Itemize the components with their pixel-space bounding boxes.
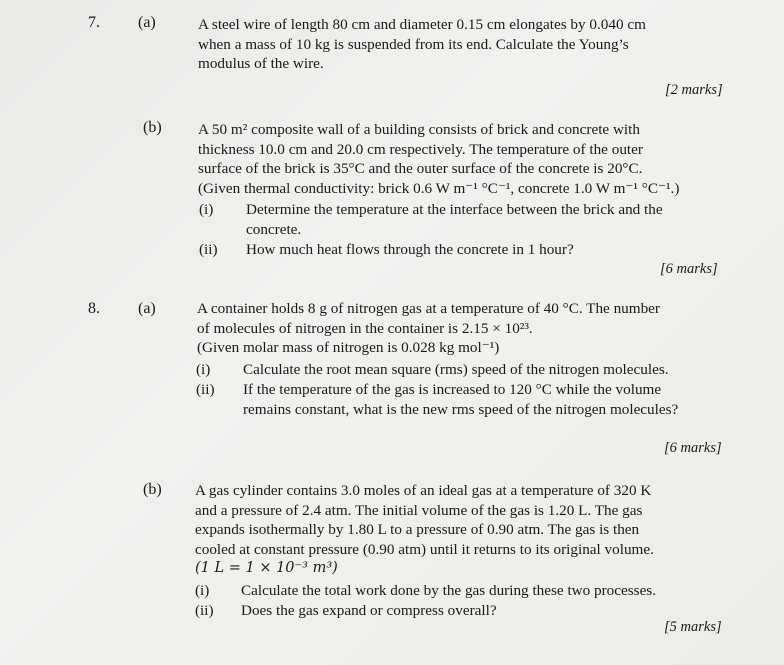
question-8a-line-1: A container holds 8 g of nitrogen gas at a temperature of 40 °C. The number <box>197 300 660 317</box>
question-7b-i-text <box>246 200 663 239</box>
question-8a-line-2: of molecules of nitrogen in the container is 2.15 × 10²³. <box>197 319 533 337</box>
question-7a-text <box>198 15 646 74</box>
question-8a-line-3: (Given molar mass of nitrogen is 0.028 kg mol⁻¹) <box>197 339 500 357</box>
question-7a-marks: [2 marks] <box>665 82 723 98</box>
question-7-number: 7. <box>88 14 100 31</box>
question-7b-line-3: surface of the brick is 35°C and the outer surface of the concrete is 20°C. <box>198 160 643 178</box>
question-7b-i-label: (i) <box>199 201 214 218</box>
question-8b-line-1: A gas cylinder contains 3.0 moles of an ideal gas at a temperature of 320 K <box>195 482 652 499</box>
question-7b-line-2: thickness 10.0 cm and 20.0 cm respectively. The temperature of the outer <box>198 140 643 158</box>
question-8b-text <box>195 481 654 579</box>
question-8a-ii-text <box>243 380 678 419</box>
question-8b-marks: [5 marks] <box>664 619 722 635</box>
question-8a-ii-line-2: remains constant, what is the new rms speed of the nitrogen molecules? <box>243 400 679 418</box>
question-7a-line-1: A steel wire of length 80 cm and diameter 0.15 cm elongates by 0.040 cm <box>198 16 646 33</box>
question-7b-line-4: (Given thermal conductivity: brick 0.6 W m⁻¹ °C⁻¹, concrete 1.0 W m⁻¹ °C⁻¹.) <box>198 179 680 197</box>
question-8a-ii-line-1: If the temperature of the gas is increased to 120 °C while the volume <box>243 381 662 398</box>
question-8a-i-label: (i) <box>196 361 211 378</box>
question-8a-text <box>197 299 660 358</box>
question-7b-line-1: A 50 m² composite wall of a building consists of brick and concrete with <box>198 121 640 138</box>
question-7b-marks: [6 marks] <box>660 261 718 277</box>
question-7a-line-2: when a mass of 10 kg is suspended from its end. Calculate the Young’s <box>198 35 629 53</box>
question-8a-label: (a) <box>138 300 156 317</box>
question-7b-label: (b) <box>143 119 162 136</box>
question-7b-ii-text: How much heat flows through the concrete in 1 hour? <box>246 241 574 258</box>
question-8b-ii-text: Does the gas expand or compress overall? <box>241 602 497 619</box>
question-8-number: 8. <box>88 300 100 317</box>
question-8b-line-3: expands isothermally by 1.80 L to a pressure of 0.90 atm. The gas is then <box>195 521 640 539</box>
question-8b-i-text: Calculate the total work done by the gas during these two processes. <box>241 582 657 599</box>
question-8b-label: (b) <box>143 481 162 498</box>
question-7b-i-line-1: Determine the temperature at the interface between the brick and the <box>246 201 663 218</box>
question-7b-ii-label: (ii) <box>199 241 218 258</box>
question-8a-marks: [6 marks] <box>664 440 722 456</box>
question-7a-label: (a) <box>138 14 156 31</box>
question-7b-text <box>198 120 679 198</box>
question-8b-line-5-conversion: (1 L = 1 × 10⁻³ m³) <box>195 560 338 577</box>
question-8b-line-2: and a pressure of 2.4 atm. The initial volume of the gas is 1.20 L. The gas <box>195 501 643 519</box>
question-8b-line-4: cooled at constant pressure (0.90 atm) until it returns to its original volume. <box>195 540 654 558</box>
question-8a-ii-label: (ii) <box>196 381 215 398</box>
question-8a-i-text: Calculate the root mean square (rms) speed of the nitrogen molecules. <box>243 361 669 378</box>
question-7b-i-line-2: concrete. <box>246 220 302 238</box>
question-8b-i-label: (i) <box>195 582 210 599</box>
question-7a-line-3: modulus of the wire. <box>198 55 324 73</box>
question-8b-ii-label: (ii) <box>195 602 214 619</box>
